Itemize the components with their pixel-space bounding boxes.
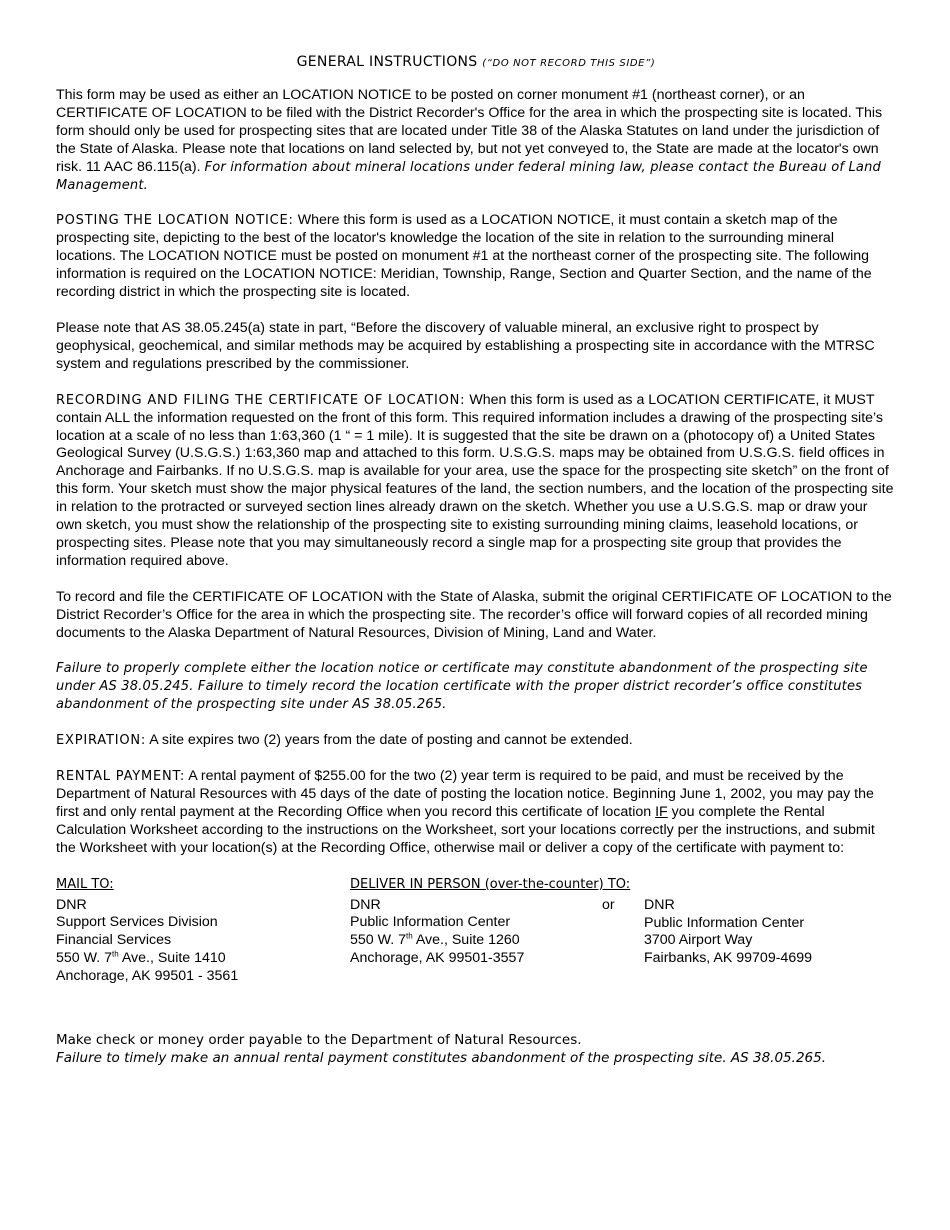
mail-line-3: Financial Services	[56, 932, 172, 949]
intro-italic-text: For information about mineral locations under federal mining law, please contact the Bureau of Land Management.	[56, 159, 881, 193]
anchorage-street-b: Ave., Suite 1260	[412, 932, 520, 949]
expiration-paragraph	[56, 732, 896, 750]
rental-heading: RENTAL PAYMENT:	[56, 769, 186, 785]
title-note: (“DO NOT RECORD THIS SIDE”)	[482, 58, 656, 69]
mail-line-4	[56, 950, 238, 968]
rental-if-word: IF	[655, 803, 668, 820]
page-title	[56, 54, 896, 70]
mail-to-address	[56, 876, 238, 986]
mail-line-5: Anchorage, AK 99501 - 3561	[56, 968, 239, 985]
anchorage-line-2: Public Information Center	[350, 914, 511, 931]
title-main: GENERAL INSTRUCTIONS	[296, 54, 478, 70]
expiration-text: A site expires two (2) years from the date of posting and cannot be extended.	[149, 732, 633, 749]
rental-paragraph	[56, 768, 896, 858]
deliver-heading: DELIVER IN PERSON (over-the-counter) TO:	[350, 876, 631, 892]
expiration-heading: EXPIRATION:	[56, 733, 147, 749]
mail-street-a: 550 W. 7	[56, 950, 112, 967]
fairbanks-line-4: Fairbanks, AK 99709-4699	[644, 950, 812, 967]
mail-street-sup: th	[112, 949, 119, 959]
fairbanks-line-1: DNR	[644, 896, 675, 913]
recording-paragraph	[56, 392, 896, 571]
footer-payable-line: Make check or money order payable to the Department of Natural Resources.	[56, 1031, 582, 1048]
as-note-text: Please note that AS 38.05.245(a) state in part, “Before the discovery of valuable mineral, an exclusive right to prospect by geophysical, geochemical, and similar methods may be acquired by establishing a prospecting site in accordance with the MTRSC system and regulations prescribed by the commissioner.	[56, 319, 875, 372]
anchorage-line-4: Anchorage, AK 99501-3557	[350, 950, 525, 967]
anchorage-line-3	[350, 932, 630, 950]
filing-paragraph	[56, 589, 896, 643]
intro-paragraph	[56, 87, 896, 194]
rental-text-before: A rental payment of $255.00 for the two (2) year term is required to be paid, and must be received by the Department of Natural Resources with 45 days of the date of posting the location notice. Beginning June 1, 2002, you may pay the first and only rental payment at the Recording Office when you record this certificate of location	[56, 768, 874, 820]
deliver-anchorage-address	[350, 876, 630, 969]
as-note-paragraph	[56, 320, 896, 374]
anchorage-line-1: DNR	[350, 896, 381, 913]
address-block	[56, 876, 896, 996]
posting-heading: POSTING THE LOCATION NOTICE:	[56, 213, 294, 229]
anchorage-street-a: 550 W. 7	[350, 932, 406, 949]
mail-line-1: DNR	[56, 896, 87, 913]
recording-text: When this form is used as a LOCATION CERTIFICATE, it MUST contain ALL the information requested on the front of this form. This required information includes a drawing of the prospecting site’s location at a scale of no less than 1:63,360 (1 “ = 1 mile). It is suggested that the site be drawn on a (photocopy of) a United States Geological Survey (U.S.G.S.) 1:63,360 map and attached to this form. U.S.G.S. maps may be obtained from U.S.G.S. field offices in Anchorage and Fairbanks. If no U.S.G.S. map is available for your area, use the space for the prospecting site sketch” on the front of this form. Your sketch must show the major physical features of the land, the section numbers, and the location of the prospecting site in relation to the protracted or surveyed section lines already drawn on the sketch. Whether you use a U.S.G.S. map or draw your own sketch, you must show the relationship of the prospecting site to existing surrounding mining claims, leasehold locations, or prospecting sites. Please note that you may simultaneously record a single map for a prospecting site group that provides the information required above.	[56, 391, 894, 569]
failure-paragraph	[56, 660, 896, 714]
footer	[56, 1031, 896, 1067]
mail-line-2: Support Services Division	[56, 914, 218, 931]
posting-text: Where this form is used as a LOCATION NOTICE, it must contain a sketch map of the prospecting site, depicting to the best of the locator's knowledge the location of the site in relation to the surrounding mineral locations. The LOCATION NOTICE must be posted on monument #1 at the northeast corner of the prospecting site. The following information is required on the LOCATION NOTICE: Meridian, Township, Range, Section and Quarter Section, and the name of the recording district in which the prospecting site is located.	[56, 212, 872, 301]
mail-street-b: Ave., Suite 1410	[118, 950, 226, 967]
fairbanks-line-2: Public Information Center	[644, 914, 805, 931]
failure-text: Failure to properly complete either the location notice or certificate may constitute abandonment of the prospecting site under AS 38.05.245. Failure to timely record the location certificate with the proper district recorder’s office constitutes abandonment of the prospecting site under AS 38.05.265.	[56, 661, 868, 713]
mail-to-heading: MAIL TO:	[56, 876, 114, 892]
fairbanks-line-3: 3700 Airport Way	[644, 932, 753, 949]
intro-text: This form may be used as either an LOCATION NOTICE to be posted on corner monument #1 (northeast corner), or an CERTIFICATE OF LOCATION to be filed with the District Recorder's Office for the area in which the prospecting site is located. This form should only be used for prospecting sites that are located under Title 38 of the Alaska Statutes on land under the jurisdiction of the State of Alaska. Please note that locations on land selected by, but not yet conveyed to, the State are made at the locator's own risk. 11 AAC 86.115(a).	[56, 87, 883, 175]
filing-text: To record and file the CERTIFICATE OF LOCATION with the State of Alaska, submit the original CERTIFICATE OF LOCATION to the District Recorder’s Office for the area in which the prospecting site. The recorder’s office will forward copies of all recorded mining documents to the Alaska Department of Natural Resources, Division of Mining, Land and Water.	[56, 588, 892, 641]
or-label: or	[602, 896, 615, 913]
anchorage-street-sup: th	[406, 931, 413, 941]
recording-heading: RECORDING AND FILING THE CERTIFICATE OF LOCATION:	[56, 392, 466, 408]
posting-paragraph	[56, 212, 896, 302]
instructions-page	[56, 54, 896, 1067]
footer-failure-line: Failure to timely make an annual rental payment constitutes abandonment of the prospecting site. AS 38.05.265.	[56, 1049, 827, 1066]
rental-text-after: you complete the Rental Calculation Worksheet according to the instructions on the Worksheet, sort your locations correctly per the instructions, and submit the Worksheet with your location(s) at the Recording Office, otherwise mail or deliver a copy of the certificate with payment to:	[56, 803, 875, 856]
deliver-fairbanks-address	[644, 897, 812, 969]
